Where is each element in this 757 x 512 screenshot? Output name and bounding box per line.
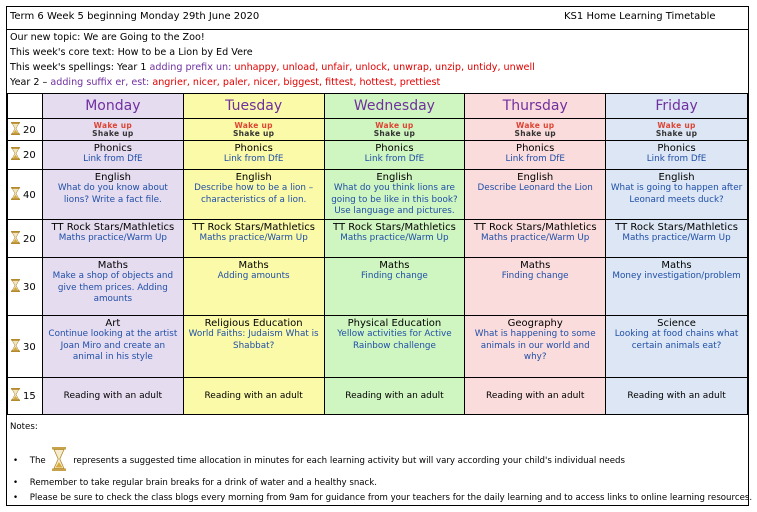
time-minutes: 40 <box>23 189 36 201</box>
activity-title: Art <box>105 318 121 329</box>
wake-logo-line1: Wake up <box>234 121 273 130</box>
lesson-cell-thursday <box>465 316 606 378</box>
lesson-cell-friday <box>606 141 748 170</box>
activity-description: Maths practice/Warm Up <box>199 233 308 243</box>
time-allocation-cell <box>8 141 43 170</box>
wake-up-shake-up-logo <box>515 122 556 138</box>
activity-description: Describe Leonard the Lion <box>477 183 593 193</box>
year1-label: This week's spellings: Year 1 <box>10 62 147 73</box>
time-allocation-cell <box>8 170 43 220</box>
wake-logo-line2: Shake up <box>232 129 275 138</box>
activity-title: TT Rock Stars/Mathletics <box>473 222 597 233</box>
hourglass-icon <box>11 122 20 138</box>
hourglass-icon <box>11 187 20 203</box>
wake-up-cell-monday <box>42 119 183 141</box>
activity-description: Adding amounts <box>217 271 290 281</box>
hourglass-icon <box>11 147 20 163</box>
wake-up-cell-friday <box>606 119 748 141</box>
timetable-row <box>8 316 748 378</box>
activity-title: Reading with an adult <box>63 391 163 401</box>
time-allocation-cell <box>8 316 43 378</box>
lesson-cell-thursday <box>465 141 606 170</box>
bullet-dot: • <box>13 493 19 503</box>
day-header-row <box>8 94 748 119</box>
activity-description: What is happening to some animals in our world and why? <box>474 329 596 362</box>
notes-section <box>7 421 753 505</box>
reading-cell-monday <box>42 378 183 415</box>
topic-line: Our new topic: We are Going to the Zoo! <box>10 32 205 43</box>
activity-title: Phonics <box>93 143 133 154</box>
activity-description: Continue looking at the artist Joan Miro and create an animal in his style <box>48 329 178 362</box>
note-timer <box>13 447 625 474</box>
bullet-dot: • <box>13 456 19 466</box>
lesson-cell-wednesday <box>324 141 465 170</box>
year2-rule: adding suffix er, est: <box>50 77 150 88</box>
note-timer-pre: The <box>29 456 46 466</box>
reading-cell-friday <box>606 378 748 415</box>
wake-up-shake-up-logo <box>92 122 133 138</box>
activity-title: Phonics <box>657 143 696 154</box>
activity-title: TT Rock Stars/Mathletics <box>192 222 316 233</box>
lesson-cell-tuesday <box>183 220 324 258</box>
activity-description: Money investigation/problem <box>612 271 741 281</box>
reading-cell-tuesday <box>183 378 324 415</box>
time-minutes: 15 <box>23 391 36 402</box>
lesson-cell-monday <box>42 170 183 220</box>
lesson-cell-thursday <box>465 170 606 220</box>
activity-description: Link from DfE <box>223 154 284 164</box>
activity-description: Make a shop of objects and give them prices. Adding amounts <box>52 271 174 304</box>
lesson-cell-monday <box>42 258 183 316</box>
activity-title: Reading with an adult <box>627 391 726 401</box>
activity-description: What do you think lions are going to be like in this book? Use language and pictures. <box>331 183 458 216</box>
activity-title: Maths <box>520 260 551 271</box>
activity-description: Link from DfE <box>646 154 707 164</box>
activity-title: English <box>376 172 413 183</box>
time-minutes: 30 <box>23 341 36 353</box>
wake-up-cell-tuesday <box>183 119 324 141</box>
year1-words: unhappy, unload, unfair, unlock, unwrap, unzip, untidy, unwell <box>234 62 535 73</box>
activity-title: Maths <box>661 260 692 271</box>
lesson-cell-friday <box>606 258 748 316</box>
bullet-dot: • <box>13 478 19 488</box>
activity-title: Science <box>657 318 696 329</box>
reading-cell-thursday <box>465 378 606 415</box>
day-heading-thursday: Thursday <box>465 94 606 119</box>
activity-title: Maths <box>97 260 128 271</box>
activity-title: Reading with an adult <box>345 391 444 401</box>
activity-title: English <box>94 172 131 183</box>
wake-up-shake-up-logo <box>233 122 274 138</box>
wake-up-cell-thursday <box>465 119 606 141</box>
hourglass-icon <box>11 339 20 355</box>
activity-title: Religious Education <box>204 318 303 329</box>
lesson-cell-friday <box>606 316 748 378</box>
activity-title: TT Rock Stars/Mathletics <box>333 222 456 233</box>
hourglass-icon <box>11 388 20 404</box>
lesson-cell-tuesday <box>183 141 324 170</box>
year2-words: angrier, nicer, paler, nicer, biggest, fittest, hottest, prettiest <box>152 77 441 88</box>
day-heading-monday: Monday <box>42 94 183 119</box>
core-text-line: This week's core text: How to be a Lion by Ed Vere <box>10 47 253 58</box>
wake-logo-line1: Wake up <box>516 121 555 130</box>
timetable-title: KS1 Home Learning Timetable <box>564 11 716 22</box>
timetable-row <box>8 170 748 220</box>
time-minutes: 20 <box>23 124 36 136</box>
reading-cell-wednesday <box>324 378 465 415</box>
hourglass-icon <box>51 447 67 474</box>
timetable-row <box>8 220 748 258</box>
wake-logo-line1: Wake up <box>375 121 414 130</box>
wake-up-cell-wednesday <box>324 119 465 141</box>
timetable-row <box>8 378 748 415</box>
lesson-cell-tuesday <box>183 316 324 378</box>
timetable-row <box>8 141 748 170</box>
year2-spellings <box>7 75 748 90</box>
note-brain-breaks <box>13 478 377 488</box>
lesson-cell-tuesday <box>183 258 324 316</box>
day-heading-tuesday: Tuesday <box>183 94 324 119</box>
lesson-cell-friday <box>606 170 748 220</box>
activity-description: Yellow activities for Active Rainbow challenge <box>337 329 452 351</box>
wake-logo-line2: Shake up <box>92 129 134 138</box>
activity-description: Maths practice/Warm Up <box>622 233 731 243</box>
activity-title: Reading with an adult <box>204 391 303 401</box>
lesson-cell-wednesday <box>324 170 465 220</box>
lesson-cell-friday <box>606 220 748 258</box>
intro-section <box>7 30 748 90</box>
activity-description: World Faiths: Judaism What is Shabbat? <box>188 329 319 351</box>
time-allocation-cell <box>8 378 43 415</box>
note-class-blogs <box>13 493 752 503</box>
time-minutes: 20 <box>23 233 36 245</box>
timetable-grid <box>7 93 748 415</box>
time-minutes: 20 <box>23 150 36 161</box>
term-week-title: Term 6 Week 5 beginning Monday 29th June 2020 <box>10 11 260 22</box>
year2-label: Year 2 – <box>10 77 48 88</box>
activity-description: Finding change <box>361 271 428 281</box>
activity-title: Phonics <box>516 143 555 154</box>
note-brain-breaks-text: Remember to take regular brain breaks for a drink of water and a healthy snack. <box>29 478 377 488</box>
wake-logo-line1: Wake up <box>93 121 133 130</box>
year1-rule: adding prefix un: <box>149 62 232 73</box>
note-class-blogs-text: Please be sure to check the class blogs every morning from 9am for guidance from your teachers for the daily learning and to access links to online learning resources. <box>29 493 753 503</box>
lesson-cell-monday <box>42 316 183 378</box>
notes-label: Notes: <box>10 422 38 432</box>
lesson-cell-thursday <box>465 220 606 258</box>
lesson-cell-thursday <box>465 258 606 316</box>
hourglass-icon <box>11 231 20 247</box>
activity-description: Finding change <box>501 271 569 281</box>
activity-title: English <box>235 172 272 183</box>
lesson-cell-tuesday <box>183 170 324 220</box>
activity-description: What is going to happen after Leonard meets duck? <box>610 183 743 205</box>
timetable-body <box>8 119 748 415</box>
lesson-cell-monday <box>42 141 183 170</box>
activity-title: Reading with an adult <box>486 391 585 401</box>
activity-title: Maths <box>379 260 410 271</box>
note-timer-post: represents a suggested time allocation in minutes for each learning activity but will vary according your child's individual needs <box>73 456 625 466</box>
time-allocation-cell <box>8 119 43 141</box>
activity-title: Phonics <box>375 143 414 154</box>
activity-title: Geography <box>507 318 563 329</box>
activity-title: Maths <box>238 260 269 271</box>
activity-title: English <box>658 172 695 183</box>
time-allocation-cell <box>8 220 43 258</box>
time-allocation-cell <box>8 258 43 316</box>
activity-description: Describe how to be a lion – characteristics of a lion. <box>194 183 314 205</box>
timetable-row <box>8 258 748 316</box>
day-heading-friday: Friday <box>606 94 748 119</box>
activity-title: English <box>517 172 554 183</box>
activity-description: Maths practice/Warm Up <box>340 233 449 243</box>
wake-logo-line2: Shake up <box>373 129 416 138</box>
activity-description: Maths practice/Warm Up <box>481 233 590 243</box>
activity-description: Link from DfE <box>364 154 425 164</box>
lesson-cell-wednesday <box>324 220 465 258</box>
wake-logo-line2: Shake up <box>655 129 698 138</box>
day-heading-wednesday: Wednesday <box>324 94 465 119</box>
timetable-sheet <box>6 6 753 506</box>
lesson-cell-wednesday <box>324 258 465 316</box>
activity-title: TT Rock Stars/Mathletics <box>615 222 738 233</box>
corner-cell <box>8 94 43 119</box>
year1-spellings <box>7 60 748 75</box>
lesson-cell-monday <box>42 220 183 258</box>
wake-up-shake-up-logo <box>656 122 697 138</box>
lesson-cell-wednesday <box>324 316 465 378</box>
activity-title: TT Rock Stars/Mathletics <box>51 222 175 233</box>
activity-title: Physical Education <box>347 318 442 329</box>
wake-up-shake-up-logo <box>374 122 415 138</box>
activity-description: Looking at food chains what certain animals eat? <box>614 329 739 351</box>
header-bar <box>7 7 748 30</box>
time-minutes: 30 <box>23 281 36 293</box>
activity-description: What do you know about lions? Write a fact file. <box>57 183 168 205</box>
activity-title: Phonics <box>234 143 273 154</box>
timetable-row <box>8 119 748 141</box>
wake-logo-line2: Shake up <box>514 129 556 138</box>
activity-description: Link from DfE <box>505 154 565 164</box>
activity-description: Link from DfE <box>83 154 143 164</box>
hourglass-icon <box>11 279 20 295</box>
activity-description: Maths practice/Warm Up <box>58 233 167 243</box>
wake-logo-line1: Wake up <box>657 121 696 130</box>
